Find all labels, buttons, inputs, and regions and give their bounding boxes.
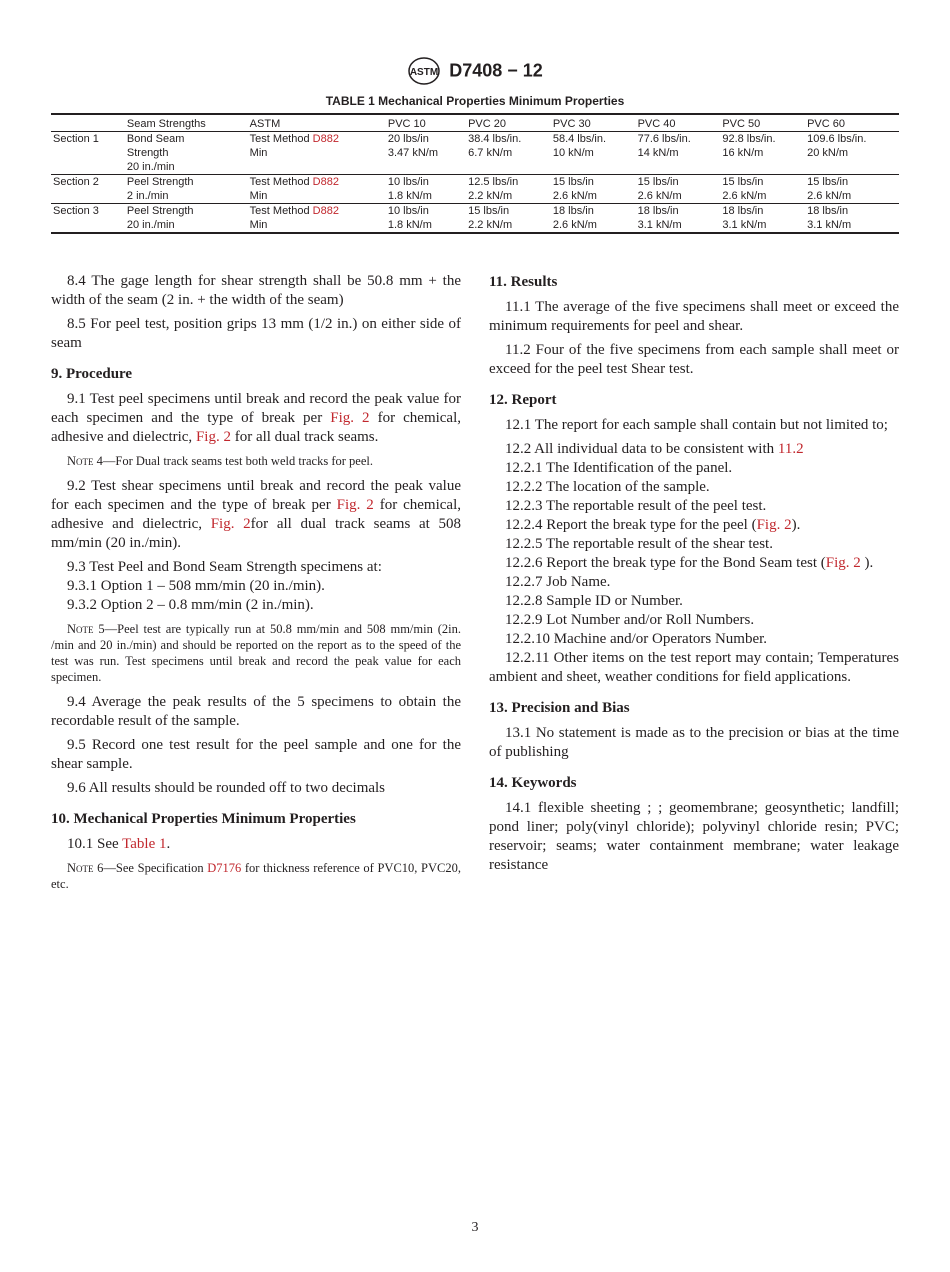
paragraph <box>489 497 899 516</box>
text: 9.1 Test peel specimens until break and record the peak value for each specimen and the type of break per <box>51 391 461 426</box>
value-cell: 18 lbs/in <box>637 205 679 217</box>
table-row <box>51 189 899 204</box>
paragraph <box>51 779 461 798</box>
text: 12.2.4 Report the break type for the peel ( <box>505 517 757 533</box>
paragraph <box>489 478 899 497</box>
paragraph <box>51 477 461 553</box>
section-heading <box>489 391 899 410</box>
text: 12. Report <box>489 392 557 408</box>
text: ). <box>791 517 801 533</box>
paragraph <box>51 577 461 596</box>
paragraph <box>489 592 899 611</box>
text: 11. Results <box>489 274 558 290</box>
note <box>51 453 461 469</box>
value-cell: 18 lbs/in <box>552 205 594 217</box>
text: 6—See Specification <box>93 861 208 875</box>
column-header: PVC 60 <box>805 114 899 132</box>
note <box>51 860 461 892</box>
paragraph <box>489 440 899 459</box>
text: 12.1 The report for each sample shall contain but not limited to; <box>505 417 888 433</box>
value-cell: 10 lbs/in <box>387 176 429 188</box>
text: 10.1 See <box>67 836 123 852</box>
astm-text: Test Method <box>249 205 313 217</box>
d882-link[interactable]: D882 <box>312 205 339 217</box>
section-label: Section 2 <box>53 176 99 188</box>
cross-reference-link[interactable]: Table 1 <box>122 836 167 852</box>
text: for all dual track seams at 508 mm/min (20 in./min). <box>51 516 461 551</box>
section-heading <box>51 810 461 829</box>
paragraph <box>51 272 461 310</box>
paragraph <box>489 649 899 687</box>
text: 14. Keywords <box>489 775 577 791</box>
text: 13. Precision and Bias <box>489 700 630 716</box>
section-heading <box>489 273 899 292</box>
text: 9.2 Test shear specimens until break and record the peak value for each specimen and the type of break per <box>51 478 461 513</box>
value-cell: 109.6 lbs/in. <box>807 133 867 145</box>
paragraph <box>489 535 899 554</box>
value-cell: 6.7 kN/m <box>468 147 513 159</box>
astm-cell <box>248 146 386 160</box>
note <box>51 621 461 685</box>
cross-reference-link[interactable]: Fig. 2 <box>336 497 374 513</box>
value-cell: 2.6 kN/m <box>805 189 899 204</box>
paragraph <box>489 573 899 592</box>
text: 12.2.7 Job Name. <box>505 574 611 590</box>
table-row <box>51 146 899 160</box>
text: 12.2 All individual data to be consistent with <box>505 441 778 457</box>
seam-strength-cell: Peel Strength <box>126 176 194 188</box>
value-cell: 15 lbs/in <box>637 176 679 188</box>
section-heading <box>489 699 899 718</box>
column-header: PVC 10 <box>386 114 466 132</box>
text: 12.2.10 Machine and/or Operators Number. <box>505 631 768 647</box>
column-header: PVC 30 <box>551 114 636 132</box>
table-caption: TABLE 1 Mechanical Properties Minimum Properties <box>325 94 625 108</box>
cross-reference-link[interactable]: D7176 <box>207 861 242 875</box>
section-label: Section 1 <box>53 133 99 145</box>
text: for chemical, adhesive and dielectric, <box>51 410 462 445</box>
column-header <box>51 114 125 132</box>
value-cell: 15 lbs/in <box>807 176 849 188</box>
astm-text: Test Method <box>249 133 313 145</box>
left-column <box>51 272 461 900</box>
text: 8.5 For peel test, position grips 13 mm (1/2 in.) on either side of seam <box>51 316 461 351</box>
text: 13.1 No statement is made as to the precision or bias at the time of publishing <box>489 725 899 760</box>
cross-reference-link[interactable]: 11.2 <box>777 441 804 457</box>
value-cell: 20 kN/m <box>807 147 849 159</box>
paragraph <box>489 459 899 478</box>
text: 9.6 All results should be rounded off to two decimals <box>67 780 386 796</box>
value-cell: 58.4 lbs/in. <box>552 133 607 145</box>
value-cell: 2.6 kN/m <box>551 189 636 204</box>
astm-text: Test Method <box>249 176 313 188</box>
seam-strength-cell: 2 in./min <box>125 189 248 204</box>
text: for thickness reference of PVC10, PVC20, etc. <box>51 861 461 891</box>
value-cell: 16 kN/m <box>722 147 764 159</box>
value-cell: 1.8 kN/m <box>386 189 466 204</box>
astm-cell <box>248 204 386 219</box>
paragraph <box>489 611 899 630</box>
paragraph <box>51 558 461 577</box>
value-cell <box>805 160 899 175</box>
seam-strength-cell: Peel Strength <box>126 205 194 217</box>
table-row <box>51 218 899 233</box>
section-label <box>51 189 125 204</box>
paragraph <box>489 630 899 649</box>
value-cell: 2.2 kN/m <box>468 219 513 231</box>
column-header: ASTM <box>248 114 386 132</box>
astm-logo-icon <box>407 56 441 86</box>
text: 12.2.8 Sample ID or Number. <box>505 593 683 609</box>
paragraph <box>489 341 899 379</box>
value-cell: 92.8 lbs/in. <box>722 133 776 145</box>
section-label: Section 3 <box>53 205 99 217</box>
value-cell: 3.1 kN/m <box>807 219 852 231</box>
note-label: Note <box>67 454 94 468</box>
value-cell: 15 lbs/in <box>468 205 510 217</box>
value-cell: 10 kN/m <box>552 147 594 159</box>
value-cell: 2.2 kN/m <box>466 189 551 204</box>
value-cell: 77.6 lbs/in. <box>637 133 691 145</box>
value-cell <box>386 160 466 175</box>
text: 8.4 The gage length for shear strength shall be 50.8 mm + the width of the seam (2 in. + the width of the seam) <box>51 273 461 308</box>
table-row <box>51 132 899 147</box>
value-cell: 38.4 lbs/in. <box>468 133 522 145</box>
text: 9. Procedure <box>51 366 133 382</box>
paragraph <box>489 554 899 573</box>
cross-reference-link[interactable]: Fig. 2 <box>756 517 792 533</box>
text: 11.1 The average of the five specimens shall meet or exceed the minimum requirements for peel and shear. <box>489 299 899 334</box>
cross-reference-link[interactable]: Fig. 2 <box>825 555 861 571</box>
astm-cell <box>248 132 386 147</box>
text: . <box>166 836 171 852</box>
standard-designation: D7408 − 12 <box>449 60 543 81</box>
value-cell: 3.1 kN/m <box>637 219 682 231</box>
value-cell: 20 lbs/in <box>387 133 429 145</box>
text: 9.3.2 Option 2 – 0.8 mm/min (2 in./min). <box>67 597 314 613</box>
text: 9.3.1 Option 1 – 508 mm/min (20 in./min). <box>67 578 325 594</box>
section-heading <box>51 365 461 384</box>
seam-strength-cell: Strength <box>126 147 169 159</box>
paragraph <box>51 835 461 854</box>
cross-reference-link[interactable]: Fig. 2 <box>330 410 370 426</box>
astm-cell <box>248 218 386 233</box>
paragraph <box>489 298 899 336</box>
paragraph <box>51 736 461 774</box>
text: 12.2.3 The reportable result of the peel test. <box>505 498 767 514</box>
value-cell: 2.6 kN/m <box>636 189 721 204</box>
paragraph <box>51 390 461 447</box>
astm-cell <box>248 175 386 190</box>
text: 12.2.1 The Identification of the panel. <box>505 460 733 476</box>
column-header: PVC 40 <box>636 114 721 132</box>
text: 10. Mechanical Properties Minimum Properties <box>51 811 356 827</box>
table-row <box>51 160 899 175</box>
column-header: PVC 50 <box>720 114 805 132</box>
astm-text: Min <box>249 190 268 202</box>
right-column <box>489 272 899 880</box>
table-row <box>51 175 899 190</box>
paragraph <box>489 416 899 435</box>
cross-reference-link[interactable]: Fig. 2 <box>195 429 231 445</box>
svg-text:ASTM: ASTM <box>410 67 439 78</box>
section-label <box>51 160 125 175</box>
value-cell: 12.5 lbs/in <box>468 176 519 188</box>
d882-link[interactable]: D882 <box>312 176 339 188</box>
table-row <box>51 204 899 219</box>
d882-link[interactable]: D882 <box>312 133 339 145</box>
seam-strength-cell: 20 in./min <box>126 219 175 231</box>
section-heading <box>489 774 899 793</box>
section-label <box>51 146 125 160</box>
text: 12.2.9 Lot Number and/or Roll Numbers. <box>505 612 755 628</box>
cross-reference-link[interactable]: Fig. 2 <box>210 516 251 532</box>
value-cell: 10 lbs/in <box>387 205 429 217</box>
value-cell <box>720 160 805 175</box>
value-cell: 15 lbs/in <box>722 176 764 188</box>
paragraph <box>51 315 461 353</box>
value-cell <box>636 160 721 175</box>
text: 12.2.6 Report the break type for the Bond Seam test ( <box>505 555 826 571</box>
text: 9.5 Record one test result for the peel sample and one for the shear sample. <box>51 737 461 772</box>
text: 12.2.2 The location of the sample. <box>505 479 710 495</box>
paragraph <box>489 516 899 535</box>
mechanical-properties-table <box>51 113 899 234</box>
value-cell: 14 kN/m <box>637 147 679 159</box>
table-header-row <box>51 114 899 132</box>
text: 12.2.5 The reportable result of the shear test. <box>505 536 773 552</box>
value-cell: 18 lbs/in <box>807 205 849 217</box>
text: 11.2 Four of the five specimens from each sample shall meet or exceed for the peel test Shear test. <box>489 342 899 377</box>
note-label: Note <box>67 861 94 875</box>
value-cell <box>466 160 551 175</box>
page-number: 3 <box>471 1220 479 1235</box>
text: for chemical, adhesive and dielectric, <box>51 497 461 532</box>
value-cell: 18 lbs/in <box>722 205 764 217</box>
seam-strength-cell: Bond Seam <box>126 133 185 145</box>
value-cell: 3.47 kN/m <box>387 147 439 159</box>
astm-cell <box>248 160 386 175</box>
column-header: Seam Strengths <box>125 114 248 132</box>
note-label: Note <box>67 622 94 636</box>
text: ). <box>860 555 874 571</box>
column-header: PVC 20 <box>466 114 551 132</box>
astm-cell <box>248 189 386 204</box>
paragraph <box>489 799 899 875</box>
document-header <box>0 56 950 86</box>
value-cell <box>551 160 636 175</box>
text: 12.2.11 Other items on the test report may contain; Temperatures ambient and sheet, weather conditions for field applications. <box>489 650 899 685</box>
value-cell: 2.6 kN/m <box>552 219 597 231</box>
text: 9.4 Average the peak results of the 5 specimens to obtain the recordable result of the sample. <box>51 694 461 729</box>
astm-text: Min <box>249 147 268 159</box>
value-cell: 15 lbs/in <box>552 176 594 188</box>
text: 9.3 Test Peel and Bond Seam Strength specimens at: <box>67 559 382 575</box>
text: 14.1 flexible sheeting ; ; geomembrane; geosynthetic; landfill; pond liner; poly(vinyl chloride); polyvinyl chloride resin; PVC; reservoir; seams; water containment membrane; water leakage resistance <box>489 800 899 873</box>
text: 4—For Dual track seams test both weld tracks for peel. <box>93 454 373 468</box>
value-cell: 3.1 kN/m <box>722 219 767 231</box>
text: for all dual track seams. <box>230 429 379 445</box>
section-label <box>51 218 125 233</box>
astm-text: Min <box>249 219 268 231</box>
value-cell: 1.8 kN/m <box>387 219 432 231</box>
value-cell: 2.6 kN/m <box>720 189 805 204</box>
paragraph <box>489 724 899 762</box>
seam-strength-cell: 20 in./min <box>125 160 248 175</box>
paragraph <box>51 693 461 731</box>
paragraph <box>51 596 461 615</box>
text: 5—Peel test are typically run at 50.8 mm/min and 508 mm/min (2in. /min and 20 in./min) and should be reported on the report as to the speed of the test was run. Test specimens until break and record the peak value for each specimen. <box>51 622 461 684</box>
